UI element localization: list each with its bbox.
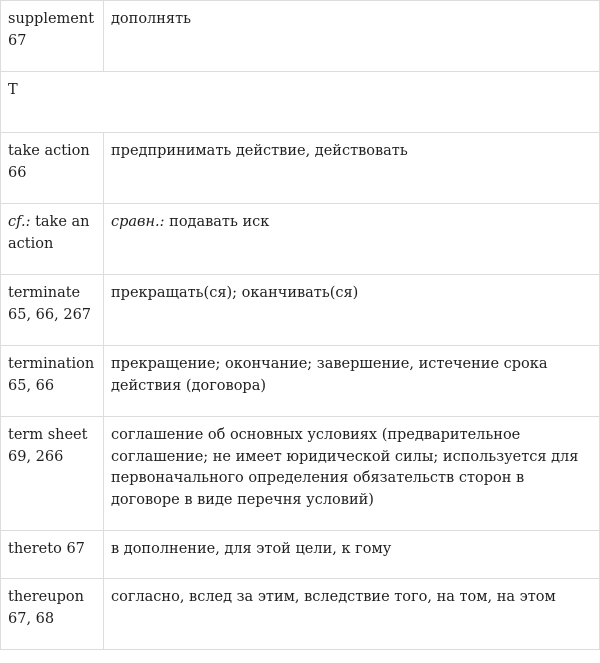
term-cell	[1, 531, 104, 579]
definition-cell	[104, 1, 600, 72]
table-row	[1, 579, 600, 650]
term-cell	[1, 1, 104, 72]
definition-cell	[104, 417, 600, 531]
definition-text: в дополнение, для этой цели, к гому	[111, 541, 392, 557]
definition-cell	[104, 133, 600, 204]
term-text: take an action	[8, 214, 90, 252]
definition-abbr: сравн.:	[111, 214, 165, 230]
term-text: termination	[8, 356, 95, 372]
term-pages: 67	[8, 32, 27, 49]
term-text: supplement	[8, 11, 95, 27]
term-pages: 65, 66	[8, 377, 55, 394]
table-row	[1, 275, 600, 346]
definition-text: прекращение; окончание; завершение, истечение срока действия (договора)	[111, 356, 548, 394]
term-pages: 67	[66, 541, 85, 557]
term-cell	[1, 204, 104, 275]
table-row	[1, 417, 600, 531]
term-cell	[1, 579, 104, 650]
term-abbr: cf.:	[8, 214, 31, 230]
definition-text: прекращать(ся); оканчивать(ся)	[111, 285, 359, 301]
definition-text: соглашение об основных условиях (предварительное соглашение; не имеет юридической силы; используется для первоначального определения обязательств сторон в договоре в виде перечня условий)	[111, 427, 579, 508]
term-pages: 67, 68	[8, 610, 55, 627]
term-cell	[1, 417, 104, 531]
term-pages: 69, 266	[8, 448, 64, 465]
definition-text: подавать иск	[169, 214, 270, 230]
term-text: term sheet	[8, 427, 88, 443]
definition-cell	[104, 275, 600, 346]
term-pages: 65, 66, 267	[8, 306, 92, 323]
table-row	[1, 1, 600, 72]
term-cell	[1, 346, 104, 417]
definition-cell	[104, 579, 600, 650]
definition-text: согласно, вслед за этим, вследствие того, на том, на этом	[111, 589, 556, 605]
term-cell	[1, 133, 104, 204]
definition-cell	[104, 531, 600, 579]
table-row	[1, 133, 600, 204]
term-pages: 66	[8, 164, 27, 181]
term-text: terminate	[8, 285, 81, 301]
term-cell	[1, 275, 104, 346]
definition-text: предпринимать действие, действовать	[111, 143, 408, 159]
term-text: take action	[8, 143, 90, 159]
term-text: thereto	[8, 541, 62, 557]
table-row-section	[1, 72, 600, 133]
section-letter: T	[1, 72, 600, 133]
table-row	[1, 531, 600, 579]
term-text: thereupon	[8, 589, 84, 605]
table-row	[1, 346, 600, 417]
definition-cell	[104, 346, 600, 417]
definition-cell	[104, 204, 600, 275]
table-row	[1, 204, 600, 275]
definition-text: дополнять	[111, 11, 191, 27]
